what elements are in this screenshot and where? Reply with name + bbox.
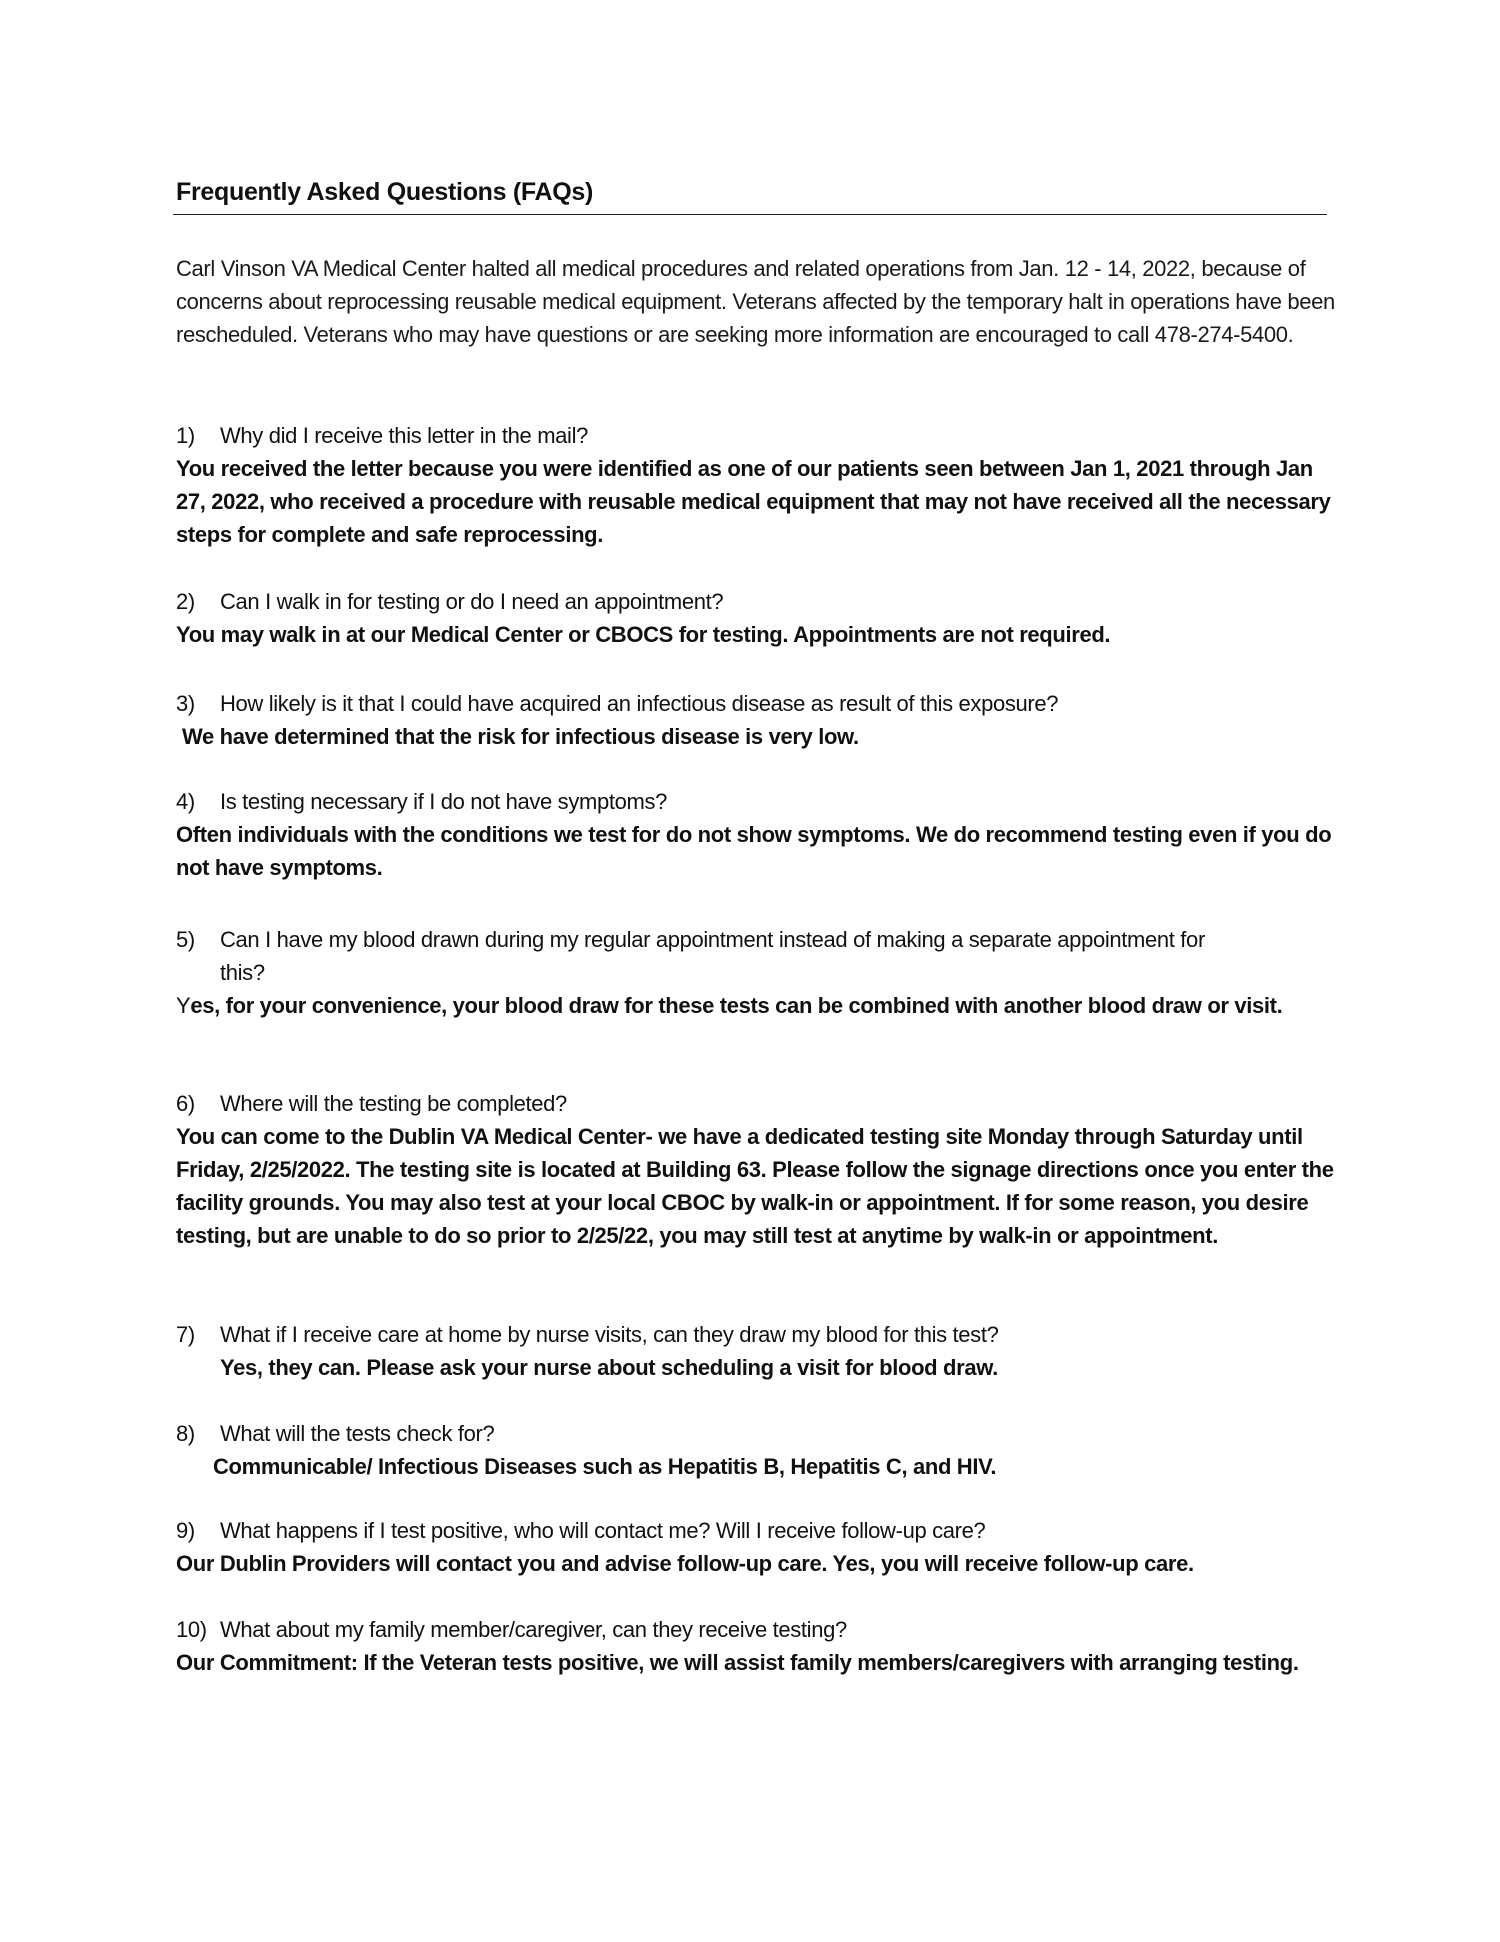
faq-number: 8) xyxy=(176,1421,195,1446)
faq-question-text: What about my family member/caregiver, can they receive testing? xyxy=(220,1617,847,1642)
faq-number: 10) xyxy=(176,1617,207,1642)
faq-number: 4) xyxy=(176,789,195,814)
faq-number: 2) xyxy=(176,589,195,614)
faq-question xyxy=(176,687,1336,720)
faq-answer: You can come to the Dublin VA Medical Center- we have a dedicated testing site Monday through Saturday until Friday, 2/25/2022. The testing site is located at Building 63. Please follow the signage directions once you enter the facility grounds. You may also test at your local CBOC by walk-in or appointment. If for some reason, you desire testing, but are unable to do so prior to 2/25/22, you may still test at anytime by walk-in or appointment. xyxy=(176,1124,1334,1248)
faq-answer xyxy=(176,989,1336,1022)
faq-item-4 xyxy=(176,785,1336,884)
faq-item-3 xyxy=(176,687,1336,753)
faq-answer: Communicable/ Infectious Diseases such as Hepatitis B, Hepatitis C, and HIV. xyxy=(213,1454,997,1479)
faq-question xyxy=(176,1514,1336,1547)
faq-answer-prefix: Y xyxy=(176,993,191,1018)
faq-question-text: What will the tests check for? xyxy=(220,1421,495,1446)
faq-number: 3) xyxy=(176,691,195,716)
faq-answer: Our Commitment: If the Veteran tests positive, we will assist family members/caregivers with arranging testing. xyxy=(176,1650,1299,1675)
faq-item-6 xyxy=(176,1087,1336,1252)
faq-answer: You may walk in at our Medical Center or CBOCS for testing. Appointments are not required. xyxy=(176,622,1111,647)
faq-item-8 xyxy=(176,1417,1336,1483)
faq-number: 9) xyxy=(176,1518,195,1543)
faq-question xyxy=(176,419,1336,452)
intro-paragraph: Carl Vinson VA Medical Center halted all medical procedures and related operations from Jan. 12 - 14, 2022, because of concerns about reprocessing reusable medical equipment. Veterans affected by the temporary halt in operations have been rescheduled. Veterans who may have questions or are seeking more information are encouraged to call 478-274-5400. xyxy=(176,256,1335,347)
faq-question-text: Why did I receive this letter in the mail? xyxy=(220,423,589,448)
faq-item-1 xyxy=(176,419,1336,551)
faq-item-7 xyxy=(176,1318,1336,1384)
faq-question xyxy=(176,1087,1336,1120)
faq-item-5 xyxy=(176,923,1336,1022)
faq-question xyxy=(176,785,1336,818)
faq-answer: Often individuals with the conditions we test for do not show symptoms. We do recommend testing even if you do not have symptoms. xyxy=(176,822,1332,880)
faq-number: 5) xyxy=(176,927,195,952)
faq-question-text: Can I have my blood drawn during my regular appointment instead of making a separate appointment for this? xyxy=(220,927,1205,985)
page-title: Frequently Asked Questions (FAQs) xyxy=(176,178,594,206)
faq-answer: Yes, they can. Please ask your nurse about scheduling a visit for blood draw. xyxy=(220,1355,998,1380)
title-divider xyxy=(173,214,1327,215)
faq-item-9 xyxy=(176,1514,1336,1580)
faq-item-10 xyxy=(176,1613,1336,1679)
faq-question xyxy=(176,1613,1336,1646)
faq-number: 7) xyxy=(176,1322,195,1347)
faq-answer: You received the letter because you were identified as one of our patients seen between Jan 1, 2021 through Jan 27, 2022, who received a procedure with reusable medical equipment that may not have received all the necessary steps for complete and safe reprocessing. xyxy=(176,456,1331,547)
faq-question xyxy=(176,923,1336,989)
faq-number: 1) xyxy=(176,423,195,448)
faq-question xyxy=(176,1318,1336,1351)
faq-question-text: What if I receive care at home by nurse visits, can they draw my blood for this test? xyxy=(220,1322,999,1347)
faq-question xyxy=(176,1417,1336,1450)
faq-question xyxy=(176,585,1336,618)
faq-question-text: Where will the testing be completed? xyxy=(220,1091,567,1116)
faq-question-text: What happens if I test positive, who will contact me? Will I receive follow-up care? xyxy=(220,1518,986,1543)
faq-question-text: How likely is it that I could have acquired an infectious disease as result of this exposure? xyxy=(220,691,1059,716)
faq-number: 6) xyxy=(176,1091,195,1116)
faq-answer: Our Dublin Providers will contact you and advise follow-up care. Yes, you will receive follow-up care. xyxy=(176,1551,1194,1576)
faq-answer-text: es, for your convenience, your blood draw for these tests can be combined with another blood draw or visit. xyxy=(190,993,1283,1018)
faq-question-text: Can I walk in for testing or do I need an appointment? xyxy=(220,589,724,614)
faq-item-2 xyxy=(176,585,1336,651)
faq-answer: We have determined that the risk for infectious disease is very low. xyxy=(182,724,859,749)
faq-question-text: Is testing necessary if I do not have symptoms? xyxy=(220,789,667,814)
